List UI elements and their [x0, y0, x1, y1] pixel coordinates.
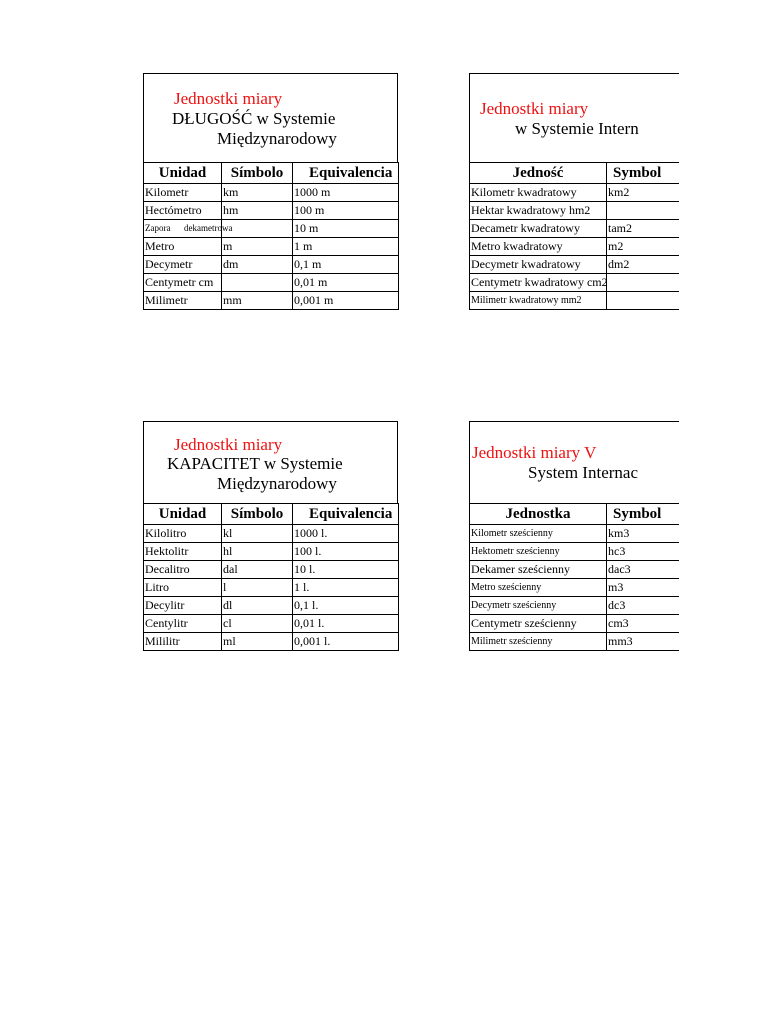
table-header-row	[470, 504, 680, 525]
table-row	[470, 543, 680, 561]
symbol-cell: cl	[222, 615, 293, 633]
symbol-cell	[222, 274, 293, 292]
column-header: Jedność	[470, 163, 607, 184]
unit-cell: Kilometr sześcienny	[470, 525, 607, 543]
table-row	[470, 561, 680, 579]
length-title-line3: Międzynarodowy	[217, 129, 337, 148]
table-row	[144, 274, 399, 292]
symbol-cell: m	[222, 238, 293, 256]
unit-cell: Centylitr	[144, 615, 222, 633]
table-row	[470, 238, 680, 256]
equivalence-cell: 10 l.	[293, 561, 399, 579]
table-row	[144, 633, 399, 651]
equivalence-cell: 0,01 l.	[293, 615, 399, 633]
table-row	[144, 256, 399, 274]
unit-cell: Zapora dekametrowa	[144, 220, 222, 238]
symbol-cell: mm	[222, 292, 293, 310]
unit-cell: Kilometr kwadratowy	[470, 184, 607, 202]
unit-cell: Centymetr cm	[144, 274, 222, 292]
equivalence-cell: 1000 m	[293, 184, 399, 202]
column-header: Símbolo	[222, 163, 293, 184]
symbol-cell: dm	[222, 256, 293, 274]
equivalence-cell: 100 l.	[293, 543, 399, 561]
symbol-cell	[607, 274, 680, 292]
area-title-red: Jednostki miary	[480, 99, 589, 118]
unit-cell: Hektometr sześcienny	[470, 543, 607, 561]
column-header: Equivalencia	[293, 163, 399, 184]
table-row	[144, 543, 399, 561]
symbol-cell: ml	[222, 633, 293, 651]
symbol-cell: tam2	[607, 220, 680, 238]
symbol-cell	[222, 220, 293, 238]
symbol-cell: m3	[607, 579, 680, 597]
equivalence-cell: 0,01 m	[293, 274, 399, 292]
table-row	[470, 274, 680, 292]
capacity-title-line3: Międzynarodowy	[217, 474, 337, 493]
unit-cell: Kilolitro	[144, 525, 222, 543]
column-header: Jednostka	[470, 504, 607, 525]
table-header-row	[470, 163, 680, 184]
symbol-cell: l	[222, 579, 293, 597]
unit-cell: Decymetr	[144, 256, 222, 274]
volume-units-block	[469, 421, 679, 657]
column-header: Símbolo	[222, 504, 293, 525]
equivalence-cell: 0,001 l.	[293, 633, 399, 651]
column-header: Symbol	[607, 504, 680, 525]
table-row	[470, 220, 680, 238]
volume-title-line2: System Internac	[528, 463, 638, 482]
equivalence-cell: 1 m	[293, 238, 399, 256]
equivalence-cell: 0,001 m	[293, 292, 399, 310]
capacity-table	[143, 503, 399, 651]
table-row	[144, 184, 399, 202]
length-table	[143, 162, 399, 310]
unit-cell: Milimetr sześcienny	[470, 633, 607, 651]
equivalence-cell: 100 m	[293, 202, 399, 220]
length-title-box	[143, 73, 398, 163]
unit-cell: Metro	[144, 238, 222, 256]
unit-cell: Dekamer sześcienny	[470, 561, 607, 579]
table-row	[144, 220, 399, 238]
symbol-cell: cm3	[607, 615, 680, 633]
unit-cell: Centymetr sześcienny	[470, 615, 607, 633]
area-title-box	[469, 73, 679, 163]
unit-cell: Metro sześcienny	[470, 579, 607, 597]
table-row	[470, 633, 680, 651]
unit-cell: Kilometr	[144, 184, 222, 202]
table-row	[144, 597, 399, 615]
length-title-red: Jednostki miary	[174, 89, 283, 108]
column-header: Unidad	[144, 504, 222, 525]
equivalence-cell: 1000 l.	[293, 525, 399, 543]
equivalence-cell: 1 l.	[293, 579, 399, 597]
table-row	[144, 615, 399, 633]
unit-cell: Centymetr kwadratowy cm2	[470, 274, 607, 292]
capacity-units-block	[143, 421, 399, 657]
symbol-cell	[607, 202, 680, 220]
unit-cell: Hektar kwadratowy hm2	[470, 202, 607, 220]
capacity-title-box	[143, 421, 398, 504]
symbol-cell: mm3	[607, 633, 680, 651]
table-header-row	[144, 504, 399, 525]
equivalence-cell: 0,1 m	[293, 256, 399, 274]
unit-cell: Decametr kwadratowy	[470, 220, 607, 238]
unit-cell: Decylitr	[144, 597, 222, 615]
table-row	[144, 202, 399, 220]
symbol-cell: km	[222, 184, 293, 202]
unit-cell: Milimetr kwadratowy mm2	[470, 292, 607, 310]
unit-cell: Milimetr	[144, 292, 222, 310]
unit-cell: Hektolitr	[144, 543, 222, 561]
symbol-cell	[607, 292, 680, 310]
table-row	[470, 579, 680, 597]
equivalence-cell: 10 m	[293, 220, 399, 238]
unit-cell: Hectómetro	[144, 202, 222, 220]
symbol-cell: dac3	[607, 561, 680, 579]
unit-cell: Decalitro	[144, 561, 222, 579]
symbol-cell: dal	[222, 561, 293, 579]
unit-cell: Mililitr	[144, 633, 222, 651]
symbol-cell: hc3	[607, 543, 680, 561]
table-header-row	[144, 163, 399, 184]
volume-title-box	[469, 421, 679, 504]
table-row	[144, 292, 399, 310]
column-header: Symbol	[607, 163, 680, 184]
symbol-cell: hl	[222, 543, 293, 561]
symbol-cell: dm2	[607, 256, 680, 274]
table-row	[470, 597, 680, 615]
unit-cell: Litro	[144, 579, 222, 597]
table-row	[470, 525, 680, 543]
volume-table	[469, 503, 679, 651]
column-header: Unidad	[144, 163, 222, 184]
symbol-cell: hm	[222, 202, 293, 220]
symbol-cell: m2	[607, 238, 680, 256]
table-row	[470, 184, 680, 202]
symbol-cell: dl	[222, 597, 293, 615]
equivalence-cell: 0,1 l.	[293, 597, 399, 615]
unit-cell: Decymetr sześcienny	[470, 597, 607, 615]
area-table	[469, 162, 679, 310]
capacity-title-red: Jednostki miary	[174, 435, 283, 454]
unit-cell: Metro kwadratowy	[470, 238, 607, 256]
table-row	[144, 525, 399, 543]
volume-title-red: Jednostki miary V	[472, 443, 597, 462]
length-title-line2: DŁUGOŚĆ w Systemie	[172, 109, 336, 128]
length-units-block	[143, 73, 399, 315]
column-header: Equivalencia	[293, 504, 399, 525]
table-row	[470, 292, 680, 310]
symbol-cell: dc3	[607, 597, 680, 615]
symbol-cell: km2	[607, 184, 680, 202]
table-row	[470, 202, 680, 220]
table-row	[470, 256, 680, 274]
area-title-line2: w Systemie Intern	[515, 119, 639, 138]
table-row	[144, 238, 399, 256]
unit-cell: Decymetr kwadratowy	[470, 256, 607, 274]
table-row	[470, 615, 680, 633]
capacity-title-line2: KAPACITET w Systemie	[167, 454, 343, 473]
area-units-block	[469, 73, 679, 315]
symbol-cell: kl	[222, 525, 293, 543]
symbol-cell: km3	[607, 525, 680, 543]
table-row	[144, 579, 399, 597]
table-row	[144, 561, 399, 579]
